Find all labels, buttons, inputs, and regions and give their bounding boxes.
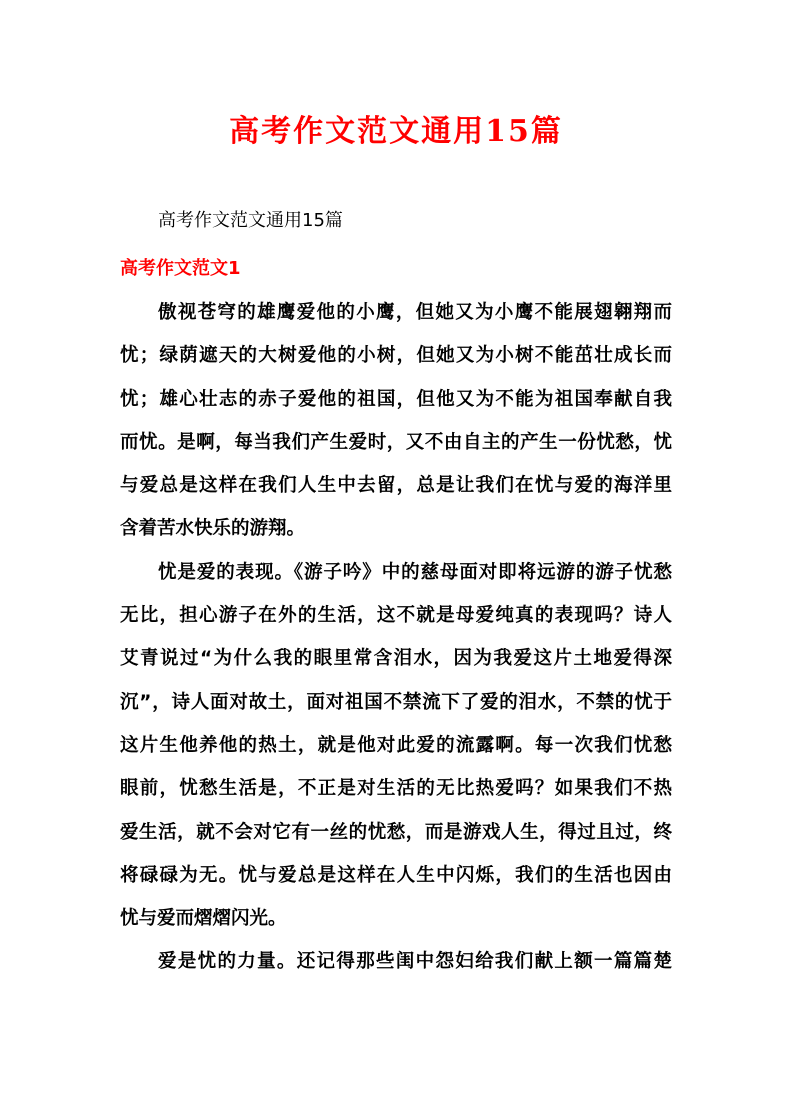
- text-line: 艾青说过“为什么我的眼里常含泪水，因为我爱这片土地爱得深: [120, 648, 672, 670]
- text-line: 爱是忧的力量。还记得那些闺中怨妇给我们献上额一篇篇楚: [158, 951, 672, 973]
- text-line: 这片生他养他的热土，就是他对此爱的流露啊。每一次我们忧愁: [120, 734, 672, 756]
- document-title: 高考作文范文通用15篇: [229, 114, 563, 149]
- text-line: 傲视苍穹的雄鹰爱他的小鹰，但她又为小鹰不能展翅翱翔而: [158, 302, 672, 323]
- text-line: 忧；绿荫遮天的大树爱他的小树，但她又为小树不能茁壮成长而: [120, 345, 672, 367]
- text-line: 将碌碌为无。忧与爱总是这样在人生中闪烁，我们的生活也因由: [120, 864, 672, 886]
- text-line: 与爱总是这样在我们人生中去留，总是让我们在忧与爱的海洋里: [120, 475, 672, 497]
- text-line: 无比，担心游子在外的生活，这不就是母爱纯真的表现吗？诗人: [120, 605, 672, 627]
- text-line: 沉”，诗人面对故土，面对祖国不禁流下了爱的泪水，不禁的忧于: [120, 691, 672, 713]
- paragraph-2: [120, 558, 672, 948]
- text-line: 含着苦水快乐的游翔。: [120, 518, 306, 540]
- text-line: 忧与爱而熠熠闪光。: [120, 908, 287, 930]
- text-line: 眼前，忧愁生活是，不正是对生活的无比热爱吗？如果我们不热: [120, 778, 672, 800]
- text-line: 忧是爱的表现。《游子吟》中的慈母面对即将远游的游子忧愁: [158, 561, 672, 583]
- text-line: 而忧。是啊，每当我们产生爱时，又不由自主的产生一份忧愁，忧: [120, 431, 672, 453]
- section-heading: 高考作文范文1: [120, 258, 241, 279]
- text-line: 爱生活，就不会对它有一丝的忧愁，而是游戏人生，得过且过，终: [120, 821, 672, 843]
- paragraph-1: [120, 298, 672, 558]
- text-line: 忧；雄心壮志的赤子爱他的祖国，但他又为不能为祖国奉献自我: [120, 388, 672, 410]
- paragraph-3: [120, 947, 672, 990]
- document-subtitle: 高考作文范文通用15篇: [158, 210, 343, 231]
- essay-body: [120, 298, 672, 991]
